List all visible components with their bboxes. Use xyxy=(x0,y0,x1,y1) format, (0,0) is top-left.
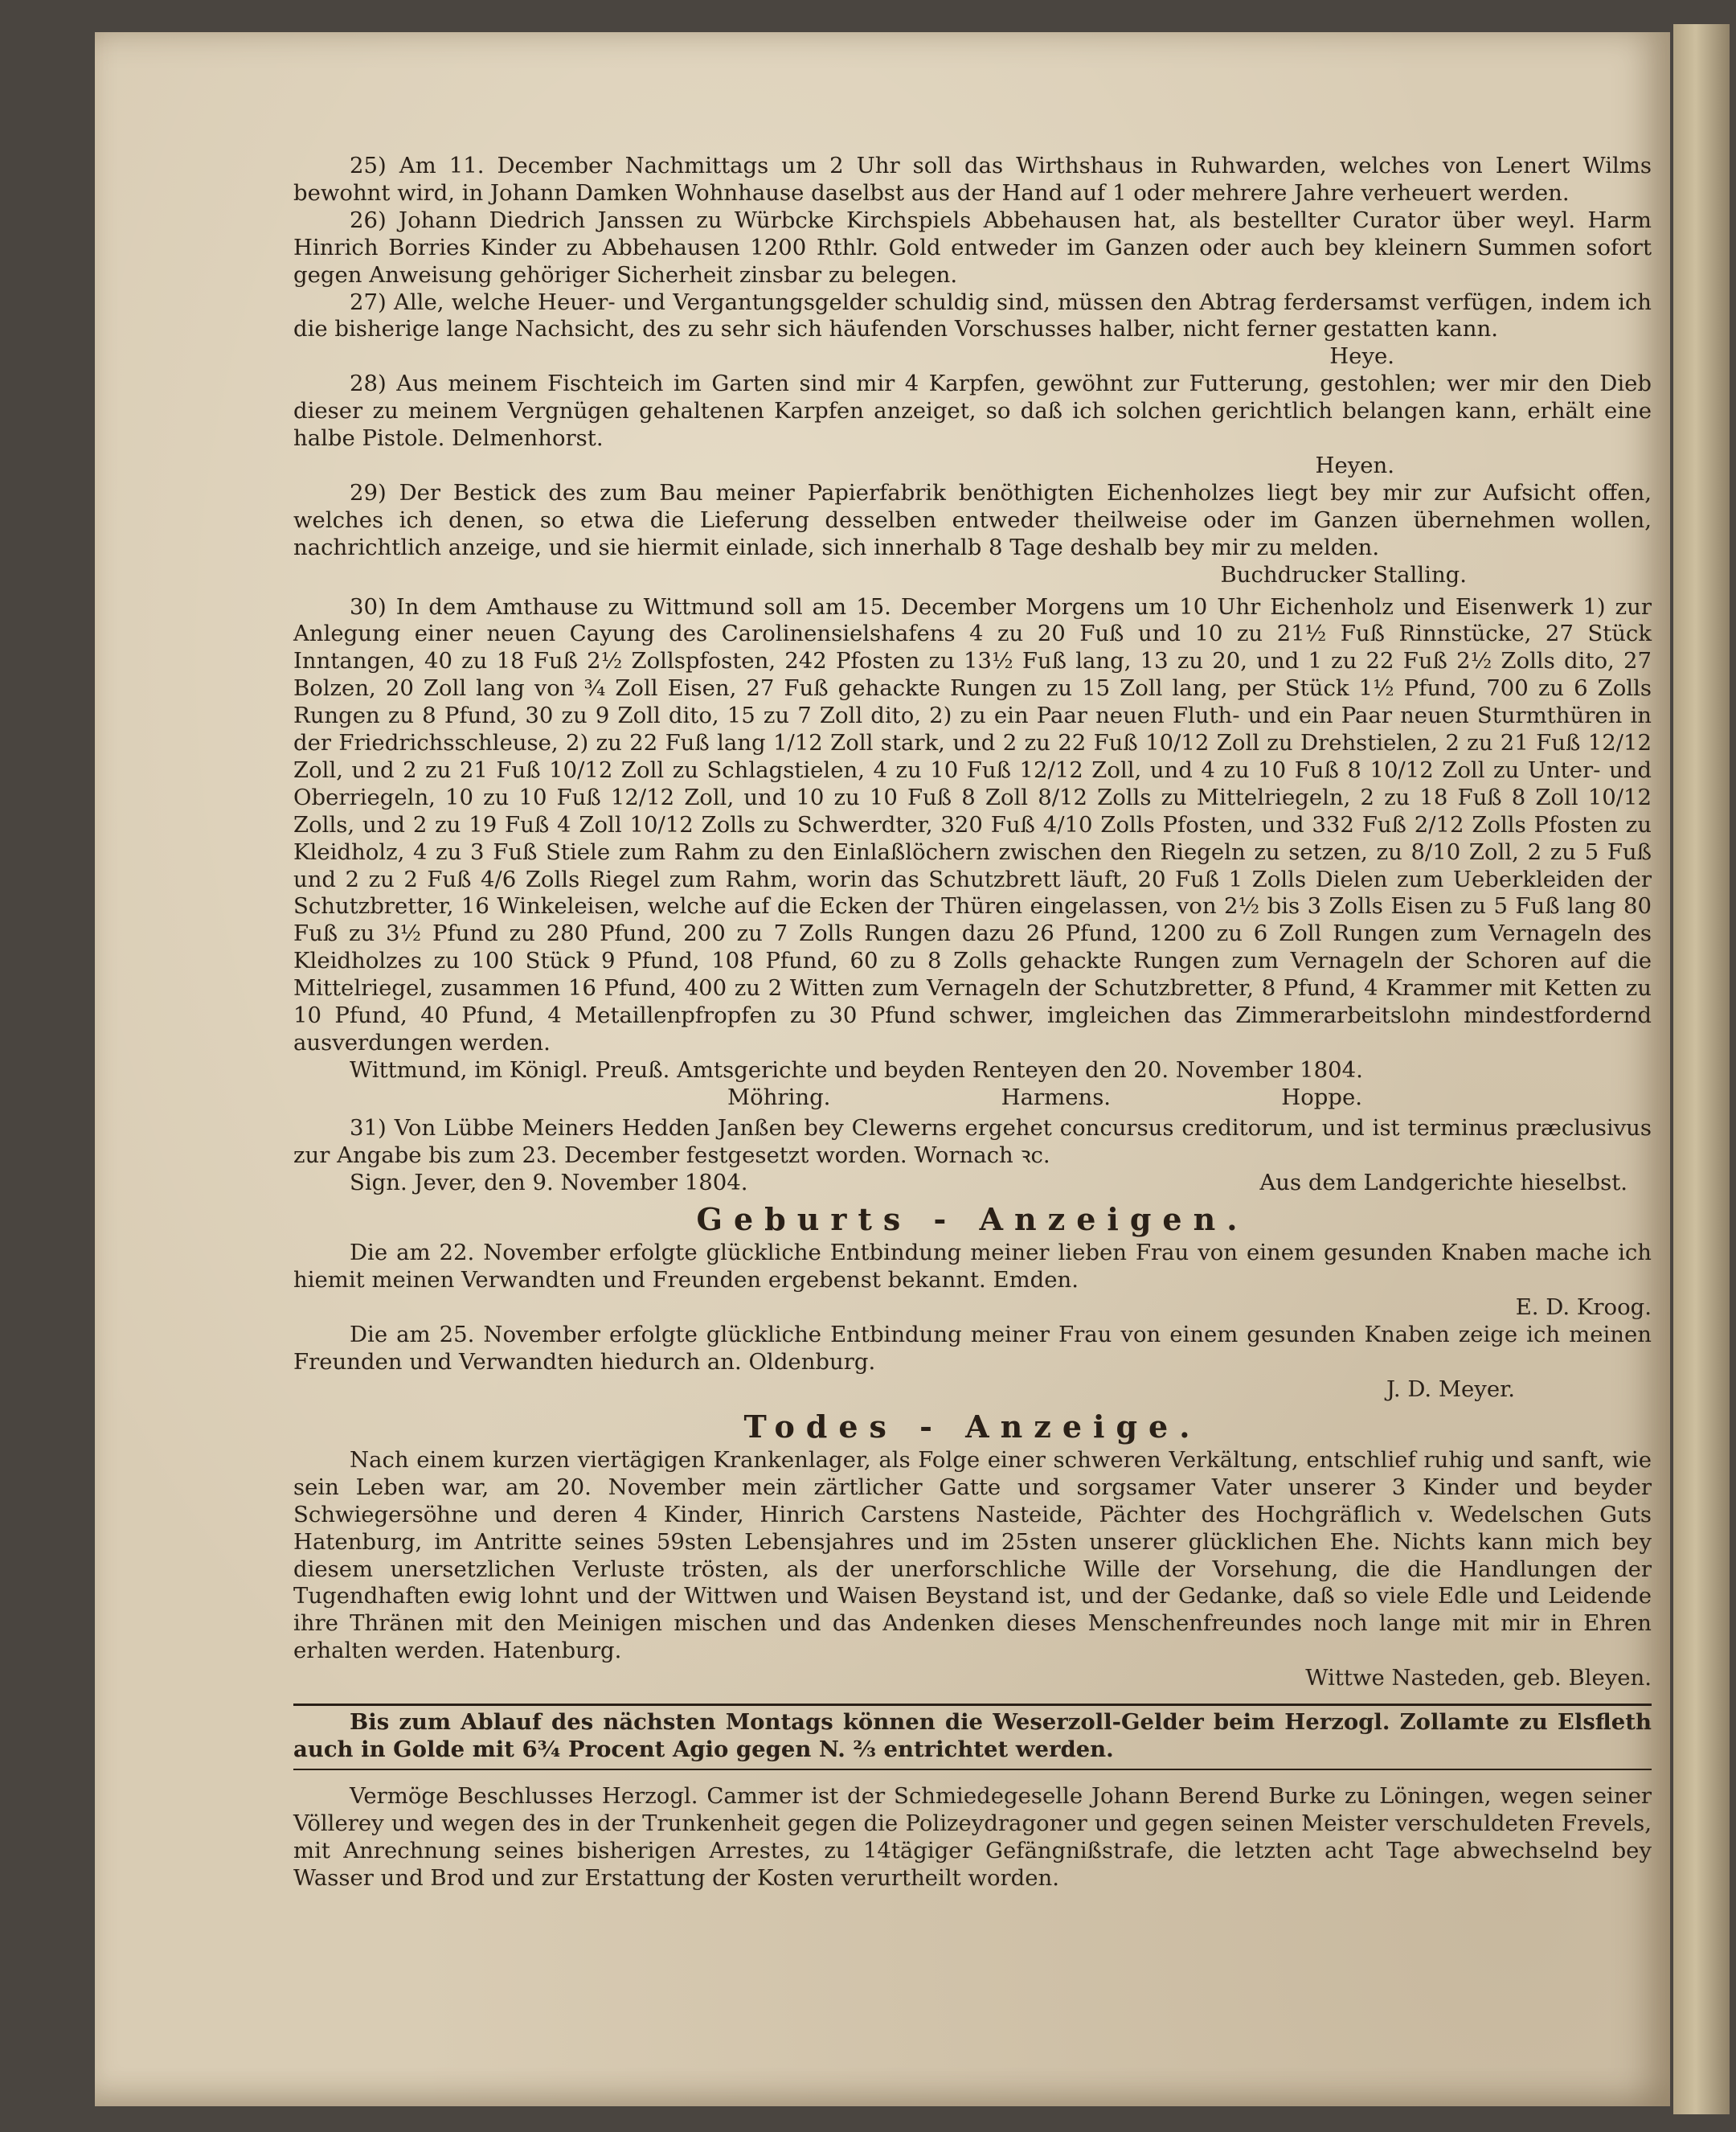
notice-26: 26) Johann Diedrich Janssen zu Würbcke Kirchspiels Abbehausen hat, als bestellter Curator über weyl. Harm Hinrich Borries Kinder zu Abbehausen 1200 Rthlr. Gold entweder im Ganzen oder auch bey kleinern Summen sofort gegen Anweisung gehöriger Sicherheit zinsbar zu belegen. xyxy=(293,207,1652,288)
signature-28: Heyen. xyxy=(1315,452,1394,478)
signature-moehring: Möhring. xyxy=(727,1084,831,1110)
death-heading: Todes - Anzeige. xyxy=(743,1408,1202,1445)
notice-29: 29) Der Bestick des zum Bau meiner Papierfabrik benöthigten Eichenholzes liegt bey mir zur Aufsicht offen, welches ich denen, so etwa die Lieferung desselben entweder theilweise oder im Ganzen übernehmen wollen, nachrichtlich anzeige, und sie hiermit einlade, sich innerhalb 8 Tage deshalb bey mir zu melden. xyxy=(293,479,1652,560)
signature-hoppe: Hoppe. xyxy=(1281,1084,1362,1110)
notice-31-footer xyxy=(293,1170,1652,1197)
court-sentence-notice: Vermöge Beschlusses Herzogl. Cammer ist der Schmiedegeselle Johann Berend Burke zu Löningen, wegen seiner Völlerey und wegen des in der Trunkenheit gegen die Polizeydragoner und gegen seinen Meister verschuldeten Frevels, mit Anrechnung seines bisherigen Arrestes, zu 14tägiger Gefängnißstrafe, die letzten acht Tage abwechselnd bey Wasser und Brod und zur Erstattung der Kosten verurtheilt worden. xyxy=(293,1782,1652,1891)
birth-signature-2: J. D. Meyer. xyxy=(1386,1376,1515,1402)
notice-31-place: Sign. Jever, den 9. November 1804. xyxy=(350,1169,748,1195)
page-edge xyxy=(1673,24,1730,2114)
notice-28: 28) Aus meinem Fischteich im Garten sind mir 4 Karpfen, gewöhnt zur Futterung, gestohlen; wer mir den Dieb dieser zu meinem Vergnügen gehaltenen Karpfen anzeiget, so daß ich solchen gerichtlich belangen kann, erhält eine halbe Pistole. Delmenhorst. xyxy=(293,371,1652,452)
notice-31: 31) Von Lübbe Meiners Hedden Janßen bey Clewerns ergehet concursus creditorum, und ist terminus præclusivus zur Angabe bis zum 23. December festgesetzt worden. Wornach ꝛc. xyxy=(293,1114,1652,1168)
weserzoll-notice: Bis zum Ablauf des nächsten Montags können die Weserzoll-Gelder beim Herzogl. Zollamte zu Elsfleth auch in Golde mit 6¾ Procent Agio gegen N. ⅔ entrichtet werden. xyxy=(293,1709,1652,1762)
notice-30-dateline: Wittmund, im Königl. Preuß. Amtsgerichte und beyden Renteyen den 20. November 1804. xyxy=(350,1056,1363,1083)
birth-heading: Geburts - Anzeigen. xyxy=(696,1201,1249,1238)
document-page xyxy=(95,32,1670,2106)
divider-top xyxy=(293,1704,1652,1706)
notice-31-signature: Aus dem Landgerichte hieselbst. xyxy=(1259,1169,1628,1195)
notice-25: 25) Am 11. December Nachmittags um 2 Uhr soll das Wirthshaus in Ruhwarden, welches von Lenert Wilms bewohnt wird, in Johann Damken Wohnhause daselbst aus der Hand auf 1 oder mehrere Jahre verheuert werden. xyxy=(293,153,1652,206)
divider-bottom xyxy=(293,1769,1652,1770)
death-notice: Nach einem kurzen viertägigen Krankenlager, als Folge einer schweren Verkältung, entschlief ruhig und sanft, wie sein Leben war, am 20. November mein zärtlicher Gatte und sorgsamer Vater unserer 3 Kinder und beyder Schwiegersöhne und deren 4 Kinder, Hinrich Carstens Nasteide, Pächter des Hochgräflich v. Wedelschen Guts Hatenburg, im Antritte seines 59sten Lebensjahres und im 25sten unserer glücklichen Ehe. Nichts kann mich bey diesem unersetzlichen Verluste trösten, als der unerforschliche Wille der Vorsehung, die die Handlungen der Tugendhaften ewig lohnt und der Wittwen und Waisen Beystand ist, und der Gedanke, daß so viele Edle und Leidende ihre Thränen mit den Meinigen mischen und das Andenken dieses Menschenfreundes noch lange mit mir in Ehren erhalten werden. Hatenburg. xyxy=(293,1446,1652,1664)
birth-signature-1: E. D. Kroog. xyxy=(1515,1294,1652,1321)
signature-29: Buchdrucker Stalling. xyxy=(1220,561,1467,588)
notice-27: 27) Alle, welche Heuer- und Vergantungsgelder schuldig sind, müssen den Abtrag ferdersamst verfügen, indem ich die bisherige lange Nachsicht, des zu sehr sich häufenden Vorschusses halber, nicht ferner gestatten kann. xyxy=(293,289,1652,342)
notice-30: 30) In dem Amthause zu Wittmund soll am 15. December Morgens um 10 Uhr Eichenholz und Eisenwerk 1) zur Anlegung einer neuen Cayung des Carolinensielshafens 4 zu 20 Fuß und 10 zu 21½ Fuß Rinnstücke, 27 Stück Inntangen, 40 zu 18 Fuß 2½ Zollspfosten, 242 Pfosten zu 13½ Fuß lang, 13 zu 20, und 1 zu 22 Fuß 2½ Zolls dito, 27 Bolzen, 20 Zoll lang von ¾ Zoll Eisen, 27 Fuß gehackte Rungen zu 15 Zoll lang, per Stück 1½ Pfund, 700 zu 6 Zolls Rungen zu 8 Pfund, 30 zu 9 Zoll dito, 15 zu 7 Zoll dito, 2) zu ein Paar neuen Fluth- und ein Paar neuen Sturmthüren in der Friedrichsschleuse, 2) zu 22 Fuß lang 1/12 Zoll stark, und 2 zu 22 Fuß 10/12 Zoll zu Drehstielen, 2 zu 21 Fuß 12/12 Zoll, und 2 zu 21 Fuß 10/12 Zoll zu Schlagstielen, 4 zu 10 Fuß 12/12 Zoll, und 4 zu 10 Fuß 8 10/12 Zoll zu Unter- und Oberriegeln, 10 zu 10 Fuß 12/12 Zoll, und 10 zu 10 Fuß 8 Zoll 8/12 Zolls zu Mittelriegeln, 2 zu 18 Fuß 8 Zoll 10/12 Zolls, und 2 zu 19 Fuß 4 Zoll 10/12 Zolls zu Schwerdter, 320 Fuß 4/10 Zolls Pfosten, und 332 Fuß 2/12 Zolls Pfosten zu Kleidholz, 4 zu 3 Fuß Stiele zum Rahm zu den Einlaßlöchern zwischen den Riegeln zu setzen, zu 8/10 Zoll, 2 zu 5 Fuß und 2 zu 2 Fuß 4/6 Zolls Riegel zum Rahm, worin das Schutzbrett läuft, 20 Fuß 1 Zolls Dielen zum Ueberkleiden der Schutzbretter, 16 Winkeleisen, welche auf die Ecken der Thüren eingelassen, von 2½ bis 3 Zolls Eisen zu 5 Fuß lang 80 Fuß zu 3½ Pfund zu 280 Pfund, 200 zu 7 Zolls Rungen dazu 26 Pfund, 1200 zu 6 Zoll Rungen zum Vernageln des Kleidholzes zu 100 Stück 9 Pfund, 108 Pfund, 60 zu 8 Zolls gehackte Rungen zum Vernageln der Schoren auf die Mittelriegel, zusammen 16 Pfund, 400 zu 2 Witten zum Vernageln der Schutzbretter, 8 Pfund, 4 Krammer mit Ketten zu 10 Pfund, 40 Pfund, 4 Metaillenpfropfen zu 30 Pfund schwer, imgleichen das Zimmerarbeitslohn mindestfordernd ausverdungen werden. xyxy=(293,593,1652,1056)
notice-30-signatures xyxy=(293,1084,1652,1112)
birth-notice-2: Die am 25. November erfolgte glückliche Entbindung meiner Frau von einem gesunden Knaben zeige ich meinen Freunden und Verwandten hiedurch an. Oldenburg. xyxy=(293,1322,1652,1376)
signature-harmens: Harmens. xyxy=(1001,1084,1112,1110)
birth-notice-1: Die am 22. November erfolgte glückliche Entbindung meiner lieben Frau von einem gesunden Knaben mache ich hiemit meinen Verwandten und Freunden ergebenst bekannt. Emden. xyxy=(293,1240,1652,1294)
death-signature: Wittwe Nasteden, geb. Bleyen. xyxy=(1305,1665,1652,1691)
signature-27: Heye. xyxy=(1329,343,1394,370)
page-content xyxy=(293,153,1652,1892)
